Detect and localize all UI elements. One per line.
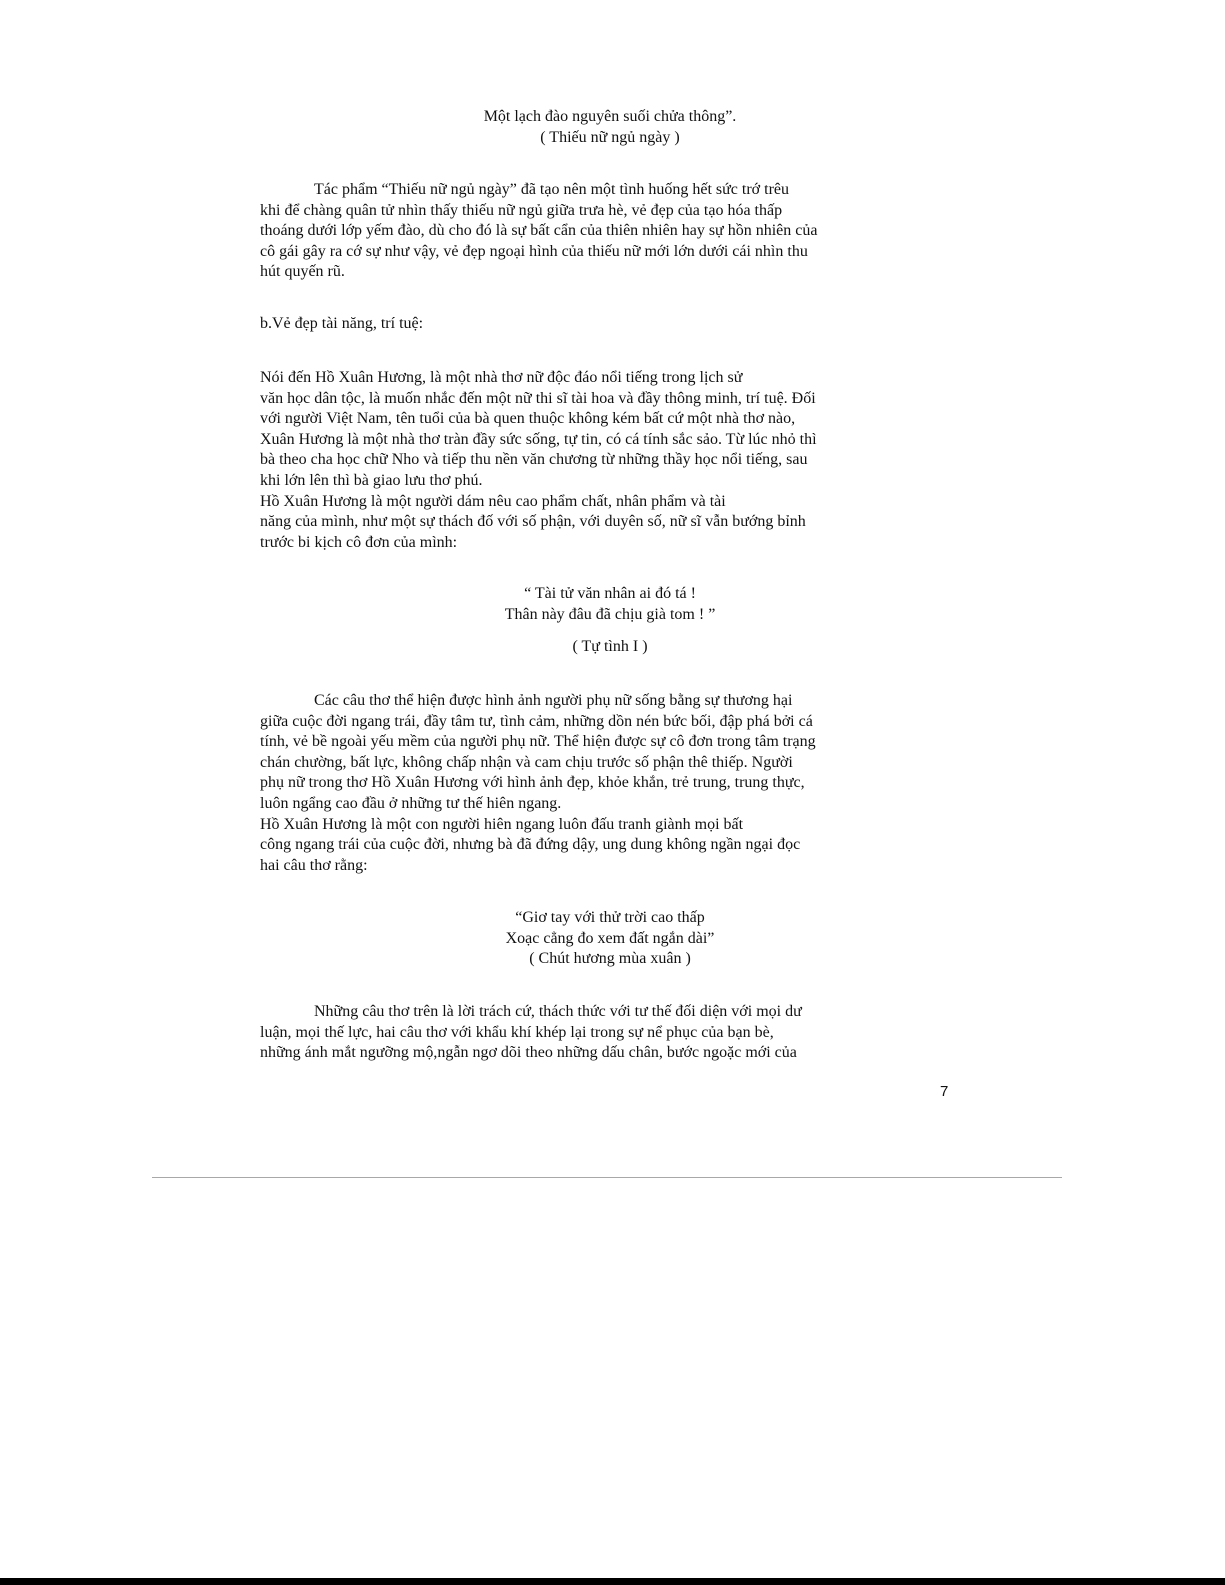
paragraph-line: thoáng dưới lớp yếm đào, dù cho đó là sự bất cẩn của thiên nhiên hay sự hồn nhiên của	[260, 222, 818, 240]
paragraph-4	[260, 1002, 900, 1064]
verse-source: ( Thiếu nữ ngủ ngày )	[540, 128, 680, 146]
paragraph-line: Tác phẩm “Thiếu nữ ngủ ngày” đã tạo nên một tình huống hết sức trớ trêu	[314, 181, 790, 198]
section-heading	[260, 314, 900, 335]
paragraph-line: văn học dân tộc, là muốn nhắc đến một nữ thi sĩ tài hoa và đầy thông minh, trí tuệ. Đối	[260, 389, 816, 407]
paragraph-line: năng của mình, như một sự thách đố với số phận, với duyên số, nữ sĩ vẫn bướng bỉnh	[260, 513, 806, 531]
verse-line: Một lạch đào nguyên suối chửa thông”.	[483, 108, 737, 125]
page-number: 7	[940, 1083, 949, 1100]
paragraph-line: phụ nữ trong thơ Hồ Xuân Hương với hình ảnh đẹp, khỏe khắn, trẻ trung, trung thực,	[260, 774, 805, 792]
bottom-edge	[0, 1578, 1225, 1585]
paragraph-3	[260, 691, 900, 876]
paragraph-line: khi lớn lên thì bà giao lưu thơ phú.	[260, 471, 483, 489]
verse-source: ( Tự tình I )	[572, 638, 648, 656]
verse-line: Xoạc cẳng đo xem đất ngắn dài”	[505, 929, 715, 947]
paragraph-1	[260, 180, 900, 283]
heading-text: b.Vẻ đẹp tài năng, trí tuệ:	[260, 315, 424, 332]
paragraph-line: hút quyến rũ.	[260, 263, 345, 281]
paragraph-line: Xuân Hương là một nhà thơ tràn đầy sức sống, tự tin, có cá tính sắc sảo. Từ lúc nhỏ thì	[260, 430, 817, 448]
verse-line: Thân này đâu đã chịu già tom ! ”	[504, 605, 716, 623]
paragraph-line: Nói đến Hồ Xuân Hương, là một nhà thơ nữ độc đáo nổi tiếng trong lịch sử	[260, 369, 743, 386]
verse-line: “Giơ tay với thử trời cao thấp	[515, 909, 705, 926]
paragraph-line: với người Việt Nam, tên tuổi của bà quen thuộc không kém bất cứ một nhà thơ nào,	[260, 410, 796, 428]
paragraph-line: Hồ Xuân Hương là một con người hiên ngang luôn đấu tranh giành mọi bất	[260, 815, 744, 833]
paragraph-2	[260, 368, 900, 553]
paragraph-line: giữa cuộc đời ngang trái, đầy tâm tư, tình cảm, những dồn nén bức bối, đập phá bởi cá	[260, 712, 813, 730]
paragraph-line: khi để chàng quân tử nhìn thấy thiếu nữ ngủ giữa trưa hè, vẻ đẹp của tạo hóa thấp	[260, 201, 783, 219]
paragraph-line: luôn ngẩng cao đầu ở những tư thế hiên ngang.	[260, 794, 562, 812]
paragraph-line: hai câu thơ rằng:	[260, 856, 368, 874]
paragraph-line: bà theo cha học chữ Nho và tiếp thu nền văn chương từ những thầy học nổi tiếng, sau	[260, 451, 808, 469]
paragraph-line: Những câu thơ trên là lời trách cứ, thách thức với tư thế đối diện với mọi dư	[314, 1003, 802, 1020]
paragraph-line: Các câu thơ thể hiện được hình ảnh người phụ nữ sống bằng sự thương hại	[314, 692, 793, 709]
verse-source: ( Chút hương mùa xuân )	[529, 950, 691, 968]
paragraph-line: trước bi kịch cô đơn của mình:	[260, 533, 458, 551]
paragraph-line: tính, vẻ bề ngoài yếu mềm của người phụ nữ. Thể hiện được sự cô đơn trong tâm trạng	[260, 733, 816, 751]
verse-block-2	[260, 584, 960, 658]
page-divider	[152, 1177, 1062, 1178]
paragraph-line: công ngang trái của cuộc đời, nhưng bà đã đứng dậy, ung dung không ngần ngại đọc	[260, 836, 801, 854]
paragraph-line: những ánh mắt ngưỡng mộ,ngẫn ngơ dõi theo những dấu chân, bước ngoặc mới của	[260, 1044, 797, 1062]
verse-block-3	[260, 908, 960, 970]
paragraph-line: Hồ Xuân Hương là một người dám nêu cao phẩm chất, nhân phẩm và tài	[260, 492, 726, 510]
paragraph-line: cô gái gây ra cớ sự như vậy, vẻ đẹp ngoại hình của thiếu nữ mới lớn dưới cái nhìn thu	[260, 242, 808, 260]
verse-line: “ Tài tử văn nhân ai đó tá !	[524, 585, 696, 602]
verse-block-1	[260, 107, 960, 148]
paragraph-line: chán chường, bất lực, không chấp nhận và cam chịu trước số phận thê thiếp. Người	[260, 753, 793, 771]
paragraph-line: luận, mọi thế lực, hai câu thơ với khẩu khí khép lại trong sự nể phục của bạn bè,	[260, 1023, 774, 1041]
